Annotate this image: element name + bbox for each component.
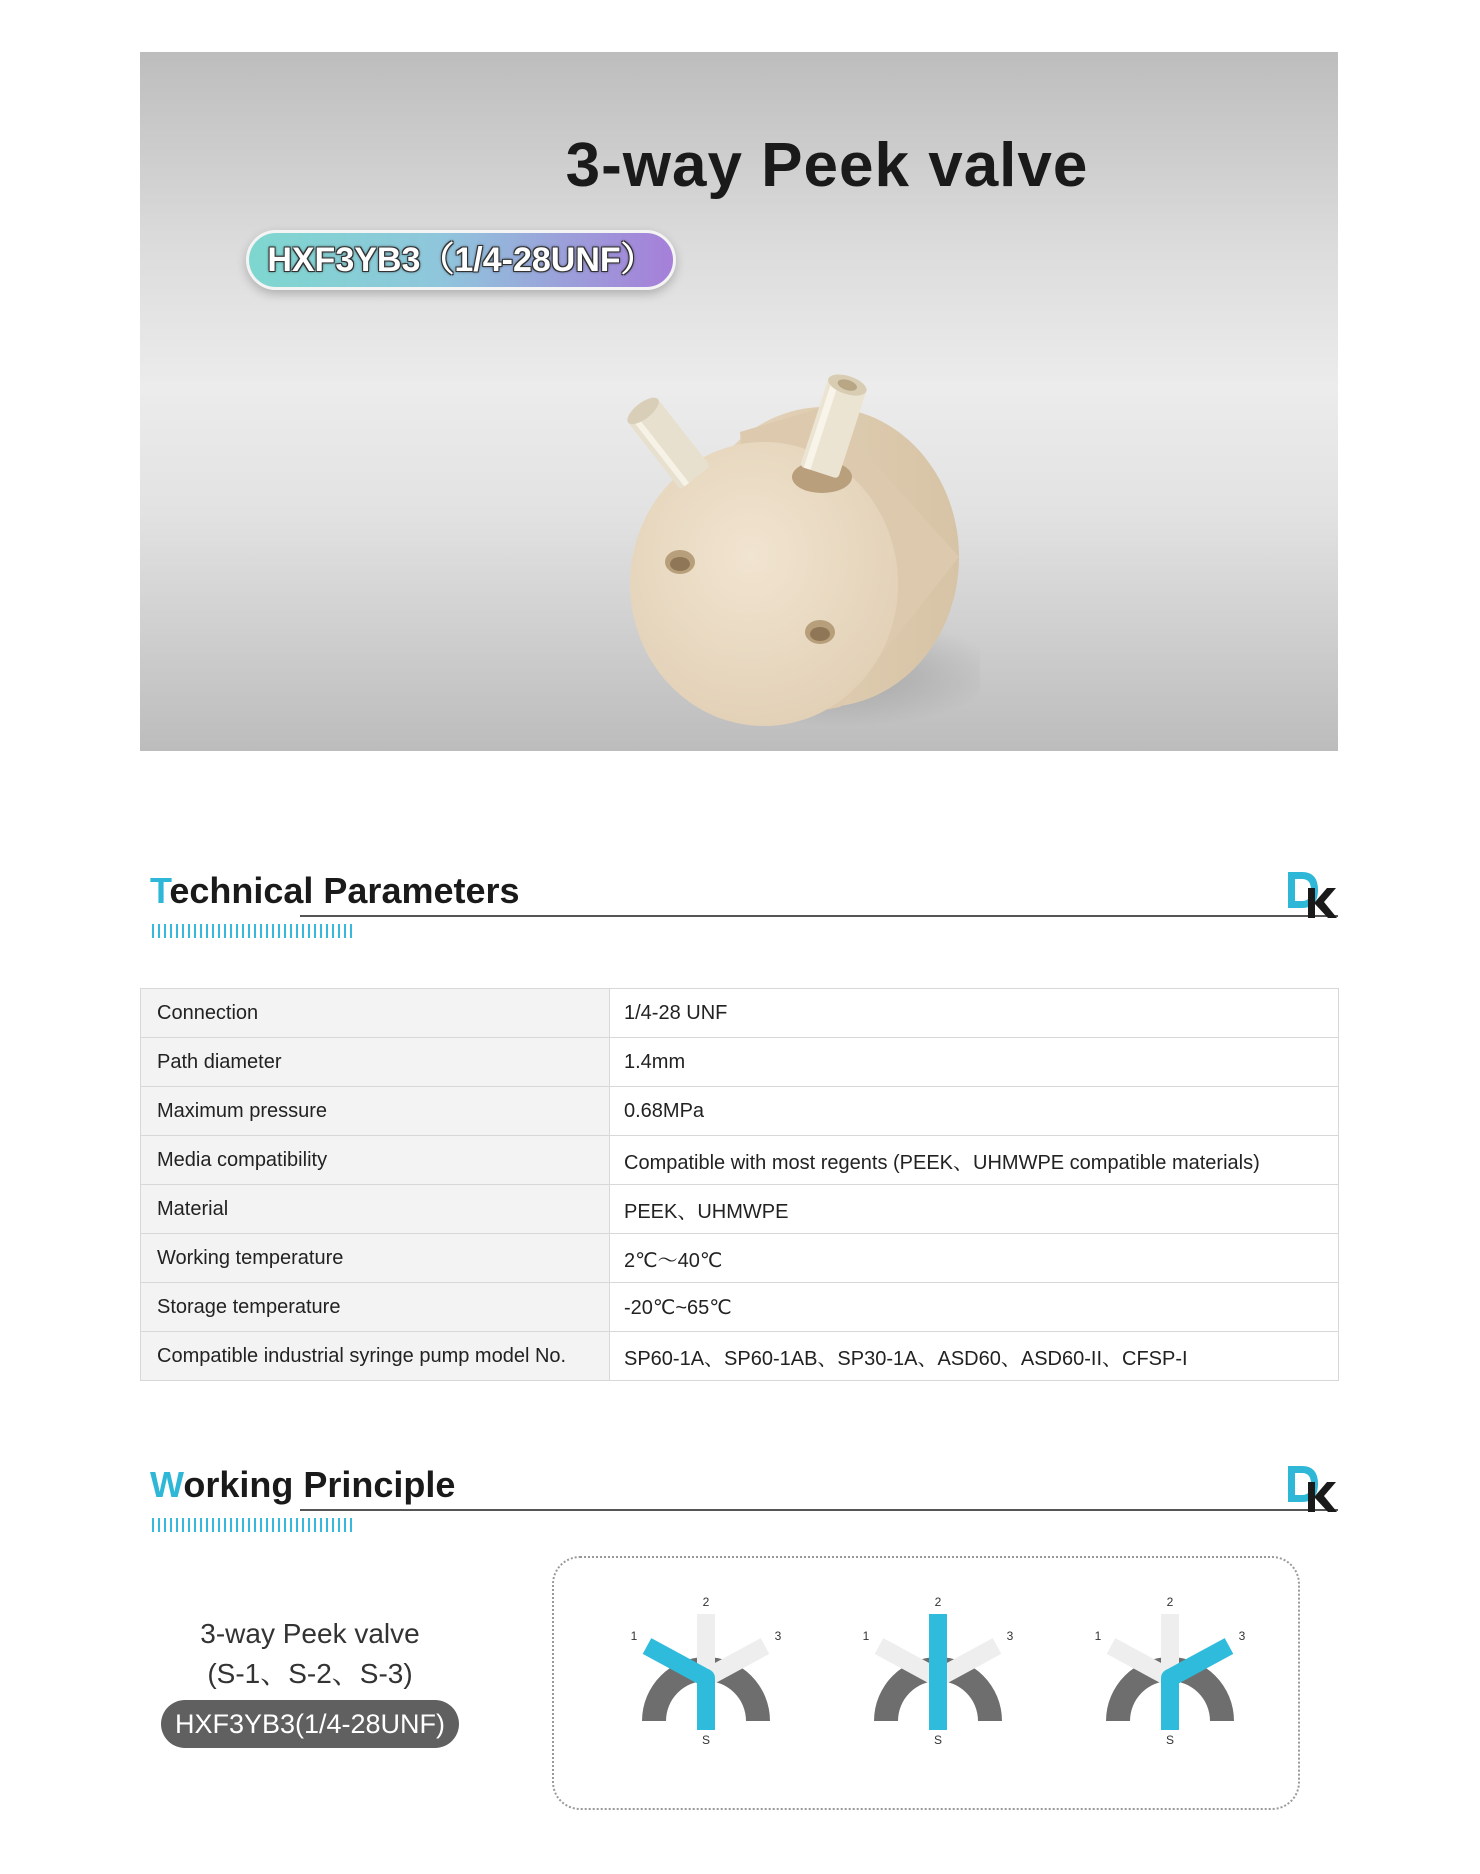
dk-logo-icon xyxy=(1284,1462,1338,1514)
param-key: Maximum pressure xyxy=(141,1087,610,1136)
param-value: 1.4mm xyxy=(610,1038,1339,1087)
valve-name: 3-way Peek valve xyxy=(200,1618,420,1649)
param-value: 0.68MPa xyxy=(610,1087,1339,1136)
technical-parameters-header xyxy=(150,870,1338,940)
port-label-right: 3 xyxy=(1006,1629,1013,1643)
valve-hub xyxy=(1161,1669,1179,1687)
table-row xyxy=(141,1332,1339,1381)
valve-hub xyxy=(929,1669,947,1687)
hero-banner xyxy=(140,52,1338,751)
section-divider xyxy=(300,1509,1338,1511)
section-tick-decoration xyxy=(152,924,352,938)
port-label-right: 3 xyxy=(774,1629,781,1643)
param-key: Connection xyxy=(141,989,610,1038)
valve-product-image xyxy=(540,352,980,751)
port-label-top: 2 xyxy=(1166,1596,1174,1609)
product-title: 3-way Peek valve xyxy=(565,131,1089,200)
model-badge: HXF3YB3(1/4-28UNF) xyxy=(161,1700,459,1748)
valve-hub xyxy=(697,1669,715,1687)
param-key: Working temperature xyxy=(141,1234,610,1283)
section-title-initial: T xyxy=(150,870,170,911)
param-value: SP60-1A、SP60-1AB、SP30-1A、ASD60、ASD60-II、CFSP-I xyxy=(610,1332,1339,1381)
table-row xyxy=(141,1283,1339,1332)
param-value: 2℃～40℃ xyxy=(610,1234,1339,1283)
working-principle-header xyxy=(150,1464,1338,1534)
param-value: Compatible with most regents (PEEK、UHMWPE compatible materials) xyxy=(610,1136,1339,1185)
port-label-bottom: S xyxy=(1165,1733,1175,1746)
param-key: Material xyxy=(141,1185,610,1234)
param-key: Compatible industrial syringe pump model No. xyxy=(141,1332,610,1381)
valve-states: (S-1、S-2、S-3) xyxy=(207,1658,413,1689)
section-divider xyxy=(300,915,1338,917)
valve-state-diagrams xyxy=(552,1556,1300,1810)
table-row xyxy=(141,1087,1339,1136)
valve-state-diagram-s1 xyxy=(631,1596,781,1746)
table-row xyxy=(141,989,1339,1038)
port-label-right: 3 xyxy=(1238,1629,1245,1643)
port-label-top: 2 xyxy=(934,1596,942,1609)
param-key: Storage temperature xyxy=(141,1283,610,1332)
section-title xyxy=(150,870,520,912)
section-title-rest: echnical Parameters xyxy=(169,870,520,911)
valve-state-diagram-s2 xyxy=(863,1596,1013,1746)
parameters-table xyxy=(140,988,1339,1381)
param-value: 1/4-28 UNF xyxy=(610,989,1339,1038)
port-label-bottom: S xyxy=(701,1733,711,1746)
table-row xyxy=(141,1185,1339,1234)
param-value: PEEK、UHMWPE xyxy=(610,1185,1339,1234)
port-label-left: 1 xyxy=(631,1629,638,1643)
section-title xyxy=(150,1464,455,1506)
port-label-bottom: S xyxy=(933,1733,943,1746)
table-row xyxy=(141,1136,1339,1185)
param-value: -20℃~65℃ xyxy=(610,1283,1339,1332)
dk-logo-icon xyxy=(1284,868,1338,920)
table-row xyxy=(141,1234,1339,1283)
port-label-left: 1 xyxy=(863,1629,870,1643)
port-label-top: 2 xyxy=(702,1596,710,1609)
section-title-initial: W xyxy=(150,1464,184,1505)
table-row xyxy=(141,1038,1339,1087)
valve-description xyxy=(150,1614,470,1748)
param-key: Media compatibility xyxy=(141,1136,610,1185)
section-tick-decoration xyxy=(152,1518,352,1532)
valve-state-diagram-s3 xyxy=(1095,1596,1245,1746)
section-title-rest: orking Principle xyxy=(183,1464,456,1505)
param-key: Path diameter xyxy=(141,1038,610,1087)
model-badge: HXF3YB3（1/4-28UNF） xyxy=(246,230,676,290)
port-label-left: 1 xyxy=(1095,1629,1102,1643)
